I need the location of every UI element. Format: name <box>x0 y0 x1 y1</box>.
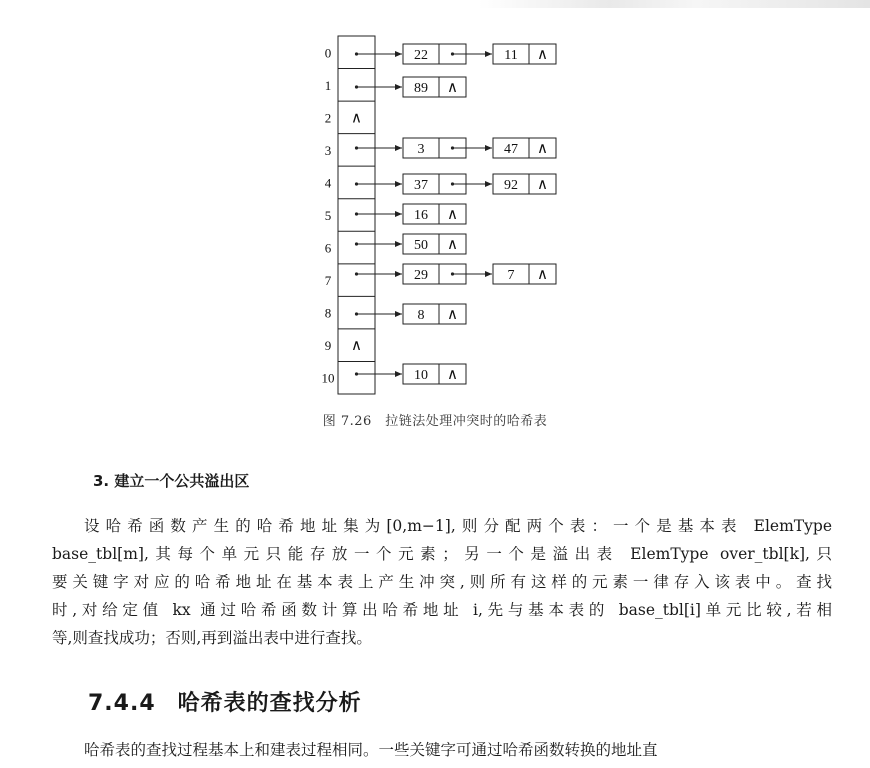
chain-node-key: 22 <box>414 48 428 63</box>
bucket-index-label: 3 <box>324 142 332 158</box>
chain-node-key: 11 <box>504 48 518 63</box>
null-pointer-symbol: ∧ <box>537 177 548 193</box>
chain-node-key: 16 <box>414 208 428 223</box>
chain-node-key: 7 <box>507 268 515 283</box>
pointer-arrowhead <box>395 371 402 377</box>
null-pointer-symbol: ∧ <box>447 237 458 253</box>
paragraph-line-4: 时,对给定值 kx 通过哈希函数计算出哈希地址 i,先与基本表的 base_tbl[i]单元比较,若相 <box>52 601 832 619</box>
chain-node-key: 89 <box>414 81 428 96</box>
chain-node-key: 8 <box>417 308 425 323</box>
null-pointer-symbol: ∧ <box>447 207 458 223</box>
paragraph-line-3: 要关键字对应的哈希地址在基本表上产生冲突,则所有这样的元素一律存入该表中。查找 <box>52 573 832 591</box>
chain-node-key: 47 <box>504 142 518 157</box>
pointer-origin-dot <box>355 372 358 375</box>
bucket-index-label: 5 <box>324 208 332 223</box>
chain-link-dot <box>451 182 454 185</box>
bucket-index-label: 0 <box>324 45 332 61</box>
paragraph-line-5: 等,则查找成功；否则,再到溢出表中进行查找。 <box>52 629 372 647</box>
pointer-arrowhead <box>395 51 402 57</box>
section-heading-3: 3. 建立一个公共溢出区 <box>93 472 250 490</box>
paragraph-line-1: 设哈希函数产生的哈希地址集为[0,m−1],则分配两个表：一个是基本表 ElemType <box>84 517 832 535</box>
pointer-origin-dot <box>355 182 358 185</box>
chain-node-key: 92 <box>504 178 518 193</box>
pointer-arrowhead <box>395 145 402 151</box>
chain-link-dot <box>451 272 454 275</box>
null-pointer-symbol: ∧ <box>537 47 548 63</box>
chain-node-key: 50 <box>414 238 428 253</box>
pointer-origin-dot <box>355 85 358 88</box>
null-pointer-symbol: ∧ <box>447 307 458 323</box>
pointer-arrowhead <box>395 181 402 187</box>
pointer-origin-dot <box>355 242 358 245</box>
bucket-index-label: 1 <box>324 77 332 93</box>
bucket-index-label: 8 <box>324 305 332 321</box>
figure-caption: 图 7.26 拉链法处理冲突时的哈希表 <box>322 414 548 429</box>
pointer-arrowhead <box>395 241 402 247</box>
null-pointer-symbol: ∧ <box>447 367 458 383</box>
bucket-index-label: 2 <box>324 110 332 126</box>
pointer-arrowhead <box>395 84 402 90</box>
chain-node-key: 29 <box>414 268 428 283</box>
pointer-origin-dot <box>355 52 358 55</box>
pointer-origin-dot <box>355 312 358 315</box>
pointer-arrowhead <box>395 271 402 277</box>
section-heading-7-4-4 <box>88 686 362 717</box>
bucket-index-label: 6 <box>324 240 332 256</box>
pointer-origin-dot <box>355 272 358 275</box>
bucket-index-label: 10 <box>321 370 335 386</box>
paragraph-line-2: base_tbl[m],其每个单元只能存放一个元素；另一个是溢出表 ElemType over_tbl[k],只 <box>52 545 832 563</box>
bucket-index-label: 9 <box>324 338 332 354</box>
section-title: 哈希表的查找分析 <box>177 691 362 716</box>
null-pointer-symbol: ∧ <box>351 338 362 355</box>
bucket-index-label: 4 <box>324 175 332 191</box>
null-pointer-symbol: ∧ <box>447 80 458 96</box>
bucket-index-label: 7 <box>324 273 332 289</box>
chain-link-arrowhead <box>485 271 492 277</box>
pointer-origin-dot <box>355 146 358 149</box>
chain-node-key: 37 <box>414 178 428 193</box>
paragraph-744-line-1: 哈希表的查找过程基本上和建表过程相同。一些关键字可通过哈希函数转换的地址直 <box>84 741 658 759</box>
chain-link-arrowhead <box>485 181 492 187</box>
pointer-arrowhead <box>395 311 402 317</box>
null-pointer-symbol: ∧ <box>537 141 548 157</box>
chain-link-dot <box>451 146 454 149</box>
chain-link-dot <box>451 52 454 55</box>
chain-link-arrowhead <box>485 145 492 151</box>
chain-node-key: 3 <box>417 142 425 157</box>
null-pointer-symbol: ∧ <box>351 110 362 127</box>
pointer-arrowhead <box>395 211 402 217</box>
chain-node-key: 10 <box>414 368 428 383</box>
section-number: 7.4.4 <box>88 691 156 716</box>
chain-link-arrowhead <box>485 51 492 57</box>
pointer-origin-dot <box>355 212 358 215</box>
null-pointer-symbol: ∧ <box>537 267 548 283</box>
